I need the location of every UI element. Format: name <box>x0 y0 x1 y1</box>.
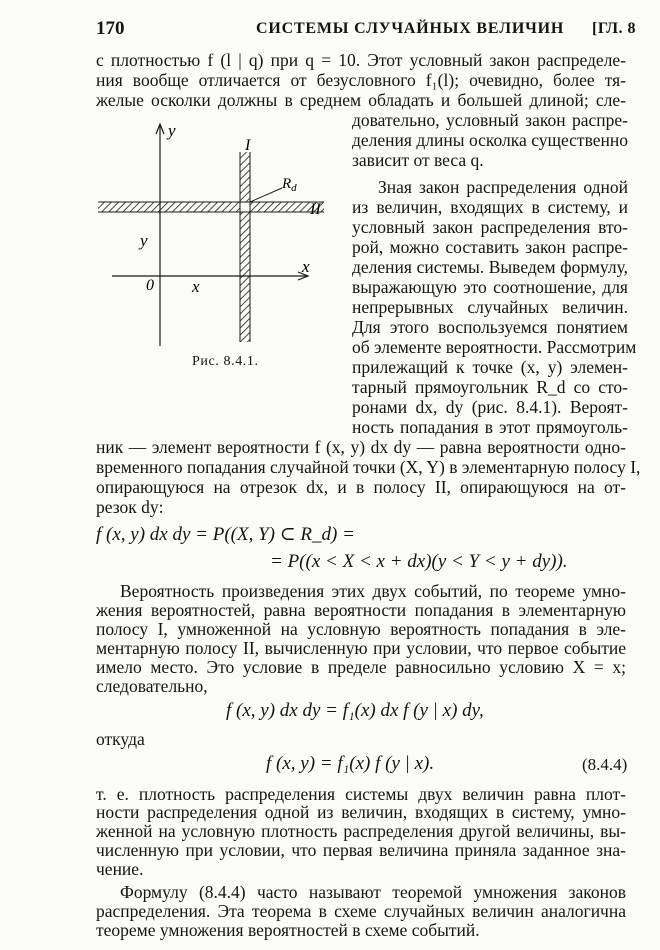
text-line: имело место. Это условие в пределе равносильно условию X = x; <box>96 656 626 677</box>
text-line: ментарную полосу II, вычисленную при условии, что первое событие <box>96 637 626 658</box>
text-line: тарный прямоугольник R_d со сто- <box>352 377 628 397</box>
formula-line: = P((x < X < x + dx)(y < Y < y + dy)). <box>270 551 568 573</box>
text-line: т. е. плотность распределения системы двух величин равна плот- <box>96 783 626 804</box>
text-line: с плотностью f (l | q) при q = 10. Этот условный закон распределе- <box>96 50 626 70</box>
text-line: желые осколки должны в среднем обладать и большей длиной; сле- <box>96 90 626 110</box>
text-line: жения вероятностей, равна вероятности попадания в элементарную <box>96 600 626 621</box>
text-line: Зная закон распределения одной <box>378 177 628 197</box>
formula-line: f (x, y) dx dy = f₁(x) dx f (y | x) dy, <box>226 700 484 722</box>
text-line: ность попадания в этот прямоуголь- <box>352 417 628 437</box>
rect-label <box>281 176 297 194</box>
formula-line: f (x, y) dx dy = P((X, Y) ⊂ R_d) = <box>96 523 355 545</box>
strip-one-label: I <box>245 137 251 154</box>
y-coordinate-label: y <box>140 231 148 250</box>
text-line: женной на условную плотность распределения другой величины, вы- <box>96 821 626 842</box>
text-line: ния вообще отличается от безусловного f₁(l); очевидно, более тя- <box>96 70 626 90</box>
leader-line <box>250 188 282 202</box>
text-line: резок dy: <box>96 497 164 517</box>
text-line: откуда <box>96 728 145 749</box>
figure-caption: Рис. 8.4.1. <box>192 354 259 369</box>
text-line: распределения. Эта теорема в схеме случайных величин аналогична <box>96 900 626 921</box>
y-axis-label: y <box>168 121 176 140</box>
rect-label-subscript: d <box>291 182 297 194</box>
vertical-strip <box>240 152 250 342</box>
text-line: Вероятность произведения этих двух событий, по теореме умно- <box>120 581 626 602</box>
text-line: Формулу (8.4.4) часто называют теоремой умножения законов <box>120 881 626 902</box>
text-line: ности распределения одной из величин, входящих в систему, умно- <box>96 802 626 823</box>
horizontal-strip <box>98 202 324 212</box>
running-title: СИСТЕМЫ СЛУЧАЙНЫХ ВЕЛИЧИН <box>256 20 565 37</box>
chapter-label: [ГЛ. 8 <box>591 20 636 37</box>
text-line: ник — элемент вероятности f (x, y) dx dy — равна вероятности одно- <box>96 437 626 457</box>
text-line: Для этого воспользуемся понятием <box>352 317 628 337</box>
text-line: рой, можно составить закон распре- <box>352 237 628 257</box>
formula-line: f (x, y) = f₁(x) f (y | x). <box>266 753 435 775</box>
text-line: теореме умножения вероятностей в схеме событий. <box>96 919 480 940</box>
x-axis-label: x <box>302 257 310 276</box>
text-line: деления длины осколка существенно <box>352 130 628 150</box>
text-line: условный закон распределения вто- <box>352 217 628 237</box>
text-line: деления системы. Выведем формулу, <box>352 257 628 277</box>
equation-number: (8.4.4) <box>582 755 628 775</box>
strip-two-label: II <box>310 201 321 218</box>
text-line: ронами dx, dy (рис. 8.4.1). Вероят- <box>352 397 628 417</box>
figure-8-4-1 <box>96 118 336 350</box>
text-line: чение. <box>96 859 144 880</box>
page-number: 170 <box>96 18 125 39</box>
running-header <box>96 18 636 44</box>
origin-label: 0 <box>146 277 154 294</box>
rect-label-main: R <box>282 176 292 192</box>
x-coordinate-label: x <box>192 277 200 296</box>
text-line: прилежащий к точке (x, y) элемен- <box>352 357 628 377</box>
text-line: следовательно, <box>96 675 208 696</box>
text-line: численную при условии, что первая величина приняла заданное зна- <box>96 840 626 861</box>
text-line: выражающую это соотношение, для <box>352 277 628 297</box>
figure-diagram <box>96 118 336 350</box>
text-line: из величин, входящих в систему, и <box>352 197 628 217</box>
text-line: непрерывных случайных величин. <box>352 297 628 317</box>
text-line: опирающуюся на отрезок dx, и в полосу II, опирающуюся на от- <box>96 477 626 497</box>
text-line: временного попадания случайной точки (X, Y) в элементарную полосу I, <box>96 457 641 477</box>
text-line: довательно, условный закон распре- <box>352 110 628 130</box>
elementary-rectangle <box>240 202 250 212</box>
text-line: зависит от веса q. <box>352 150 484 170</box>
text-line: об элементе вероятности. Рассмотрим <box>352 337 637 357</box>
text-line: полосу I, умноженной на условную вероятность попадания в эле- <box>96 619 626 640</box>
